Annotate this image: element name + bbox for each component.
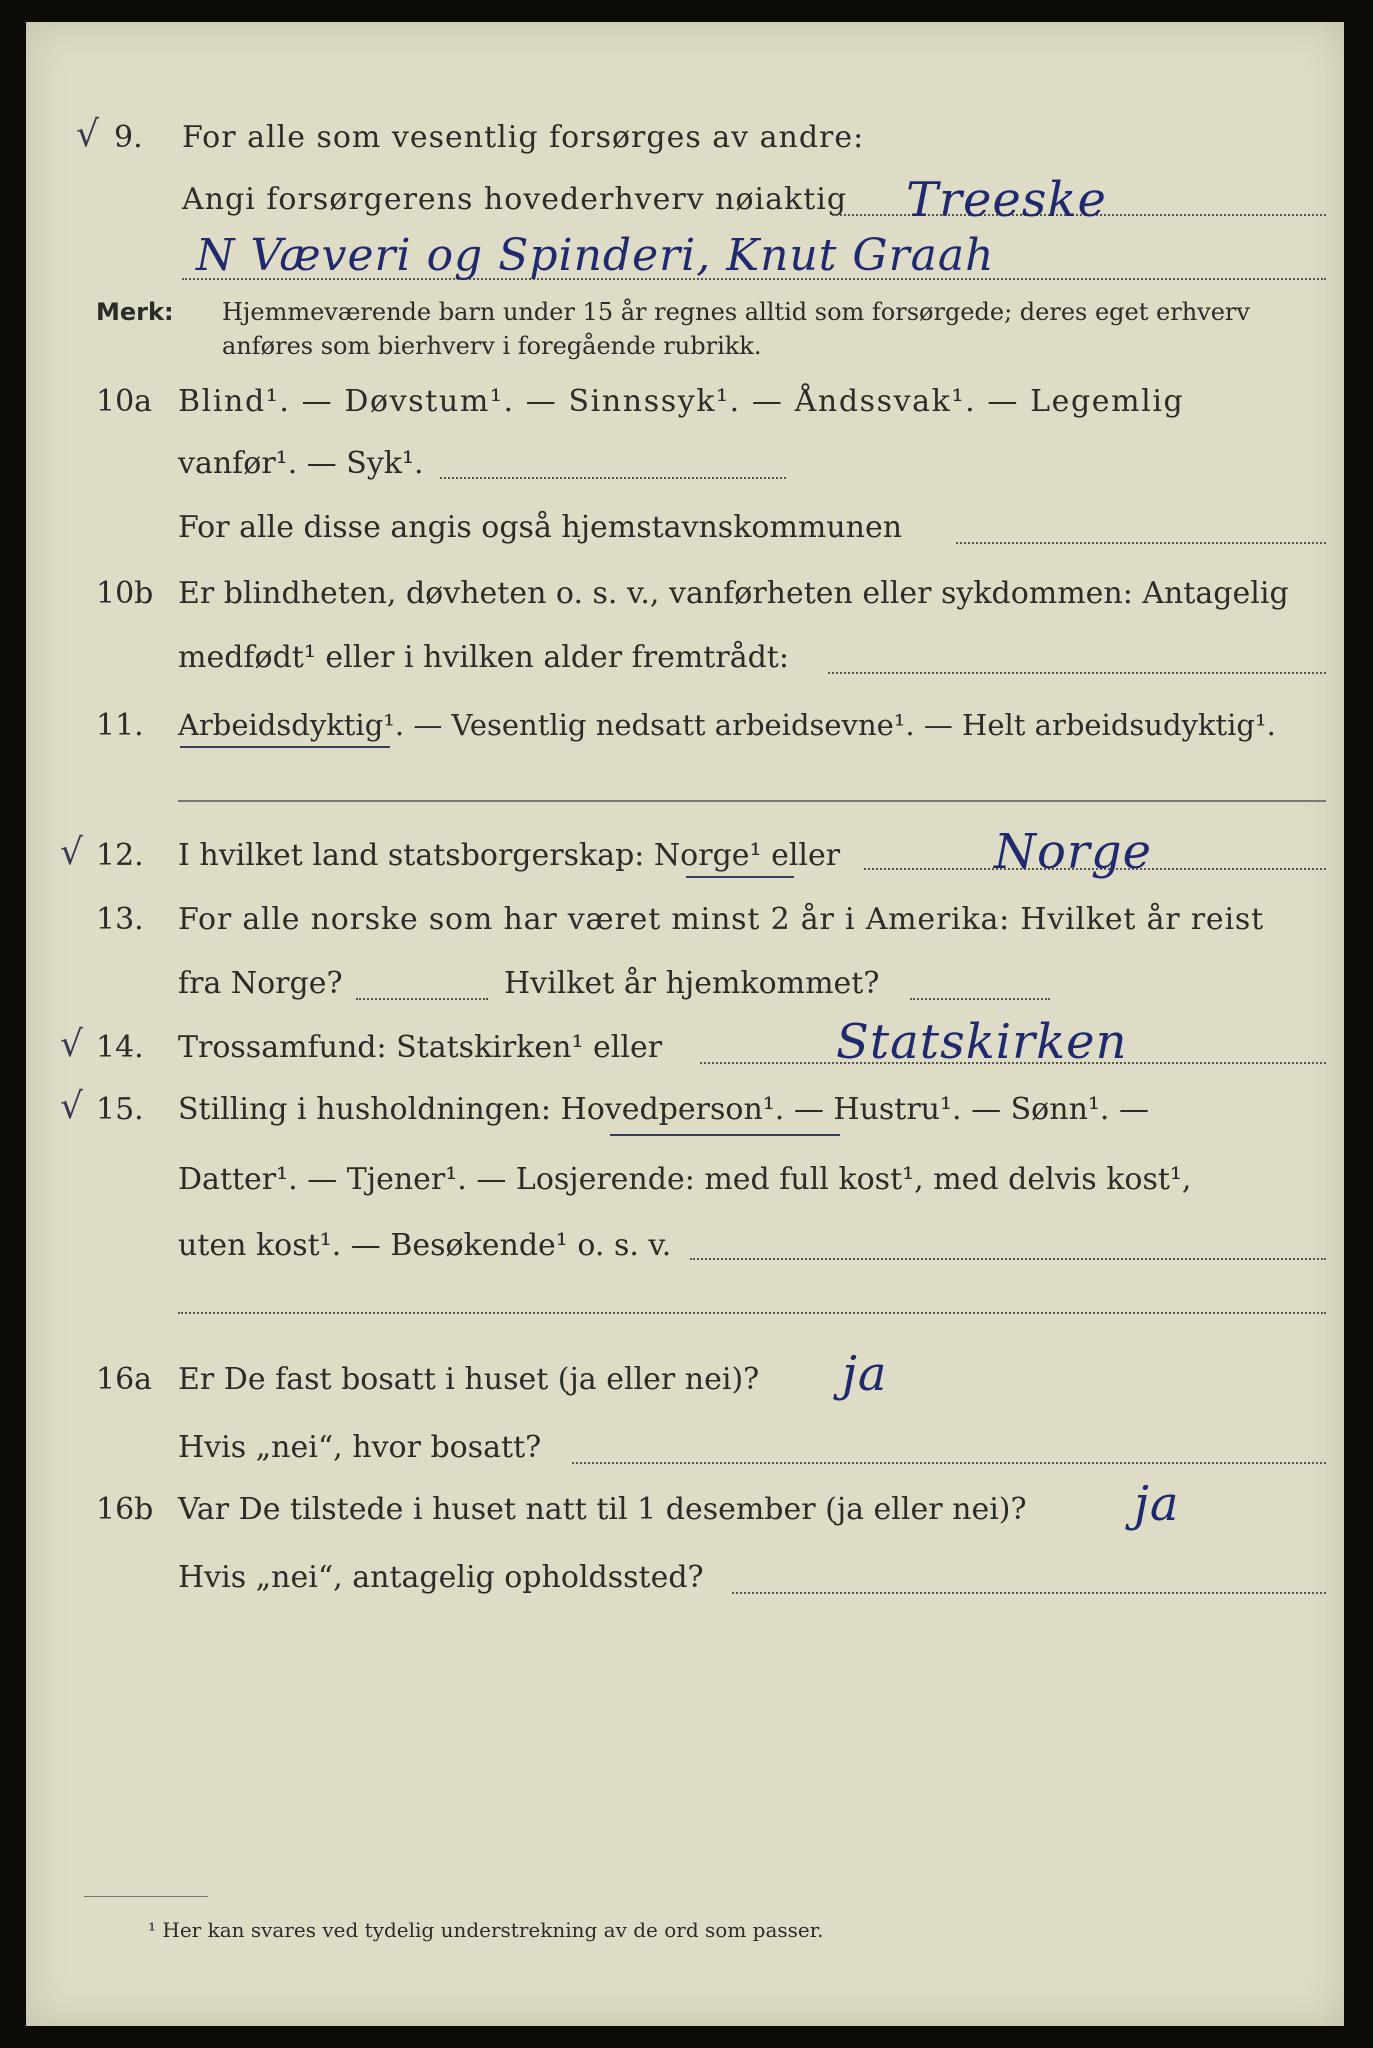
- q13-number: 13.: [96, 902, 144, 937]
- q16a-line2: Hvis „nei“, hvor bosatt?: [178, 1430, 542, 1465]
- q16b-line1: Var De tilstede i huset natt til 1 desember (ja eller nei)?: [178, 1492, 1027, 1527]
- q10b-line1: Er blindheten, døvheten o. s. v., vanførheten eller sykdommen: Antagelig: [178, 576, 1289, 611]
- q16a-handwritten-answer: ja: [842, 1346, 888, 1402]
- q15-line1: Stilling i husholdningen: Hovedperson¹. — Hustru¹. — Sønn¹. —: [178, 1092, 1149, 1127]
- q11-underline-mark: [180, 746, 390, 748]
- q15-line3: uten kost¹. — Besøkende¹ o. s. v.: [178, 1228, 672, 1263]
- q14-number: 14.: [96, 1030, 144, 1065]
- q16b-number: 16b: [96, 1492, 154, 1527]
- q10b-line2: medfødt¹ eller i hvilken alder fremtrådt:: [178, 640, 789, 675]
- q11-number: 11.: [96, 708, 144, 743]
- q13-return-year-line: [910, 998, 1050, 1000]
- q15-underline-mark: [610, 1134, 840, 1136]
- note-line1: Hjemmeværende barn under 15 år regnes alltid som forsørgede; deres eget erhverv: [222, 298, 1250, 326]
- q13-line1: For alle norske som har været minst 2 år i Amerika: Hvilket år reist: [178, 902, 1264, 937]
- q16a-residence-line: [572, 1462, 1326, 1464]
- note-label: Merk:: [96, 298, 174, 326]
- q15-answer-line1: [690, 1258, 1326, 1260]
- q12-line1: I hvilket land statsborgerskap: Norge¹ eller: [178, 838, 841, 873]
- q12-number: 12.: [96, 838, 144, 873]
- q16b-line2: Hvis „nei“, antagelig opholdssted?: [178, 1560, 704, 1595]
- check-mark-icon: √: [76, 114, 99, 155]
- q16a-number: 16a: [96, 1362, 153, 1397]
- q13-line2b: Hvilket år hjemkommet?: [504, 966, 880, 1001]
- census-form-page: [26, 22, 1344, 2026]
- check-mark-icon: √: [60, 832, 83, 873]
- footnote-rule: [84, 1896, 208, 1897]
- check-mark-icon: √: [60, 1024, 83, 1065]
- q15-answer-line2: [178, 1312, 1326, 1314]
- q9-line2: Angi forsørgerens hovederhverv nøiaktig: [182, 182, 848, 217]
- check-mark-icon: √: [60, 1086, 83, 1127]
- q10a-line1: Blind¹. — Døvstum¹. — Sinnssyk¹. — Åndssvak¹. — Legemlig: [178, 384, 1185, 419]
- q9-line1: For alle som vesentlig forsørges av andre:: [182, 120, 865, 155]
- footnote: ¹ Her kan svares ved tydelig understrekning av de ord som passer.: [148, 1918, 824, 1942]
- q10a-line2: vanfør¹. — Syk¹.: [178, 446, 424, 481]
- q10a-home-municipality-line: [956, 542, 1326, 544]
- q9-handwritten-occupation: Treeske: [906, 172, 1107, 228]
- q10a-line3: For alle disse angis også hjemstavnskommunen: [178, 510, 903, 545]
- q12-handwritten-citizenship: Norge: [994, 824, 1152, 880]
- q14-line1: Trossamfund: Statskirken¹ eller: [178, 1030, 663, 1065]
- q15-number: 15.: [96, 1092, 144, 1127]
- q16a-line1: Er De fast bosatt i huset (ja eller nei)?: [178, 1362, 760, 1397]
- q10b-answer-line: [828, 672, 1326, 674]
- q10b-number: 10b: [96, 576, 154, 611]
- q10a-number: 10a: [96, 384, 153, 419]
- note-line2: anføres som bierhverv i foregående rubrikk.: [222, 332, 762, 360]
- q16b-whereabouts-line: [732, 1592, 1326, 1594]
- q15-line2: Datter¹. — Tjener¹. — Losjerende: med full kost¹, med delvis kost¹,: [178, 1162, 1192, 1197]
- q13-departure-year-line: [356, 998, 488, 1000]
- q9-handwritten-employer: N Væveri og Spinderi, Knut Graah: [196, 230, 995, 281]
- q11-line1: Arbeidsdyktig¹. — Vesentlig nedsatt arbeidsevne¹. — Helt arbeidsudyktig¹.: [178, 708, 1276, 742]
- q9-number: 9.: [114, 120, 143, 155]
- q14-handwritten-denomination: Statskirken: [836, 1014, 1128, 1070]
- q11-answer-line: [178, 800, 1326, 802]
- q13-line2a: fra Norge?: [178, 966, 343, 1001]
- q16b-handwritten-answer: ja: [1134, 1476, 1180, 1532]
- q10a-answer-line: [440, 477, 786, 479]
- q12-underline-mark: [686, 876, 794, 878]
